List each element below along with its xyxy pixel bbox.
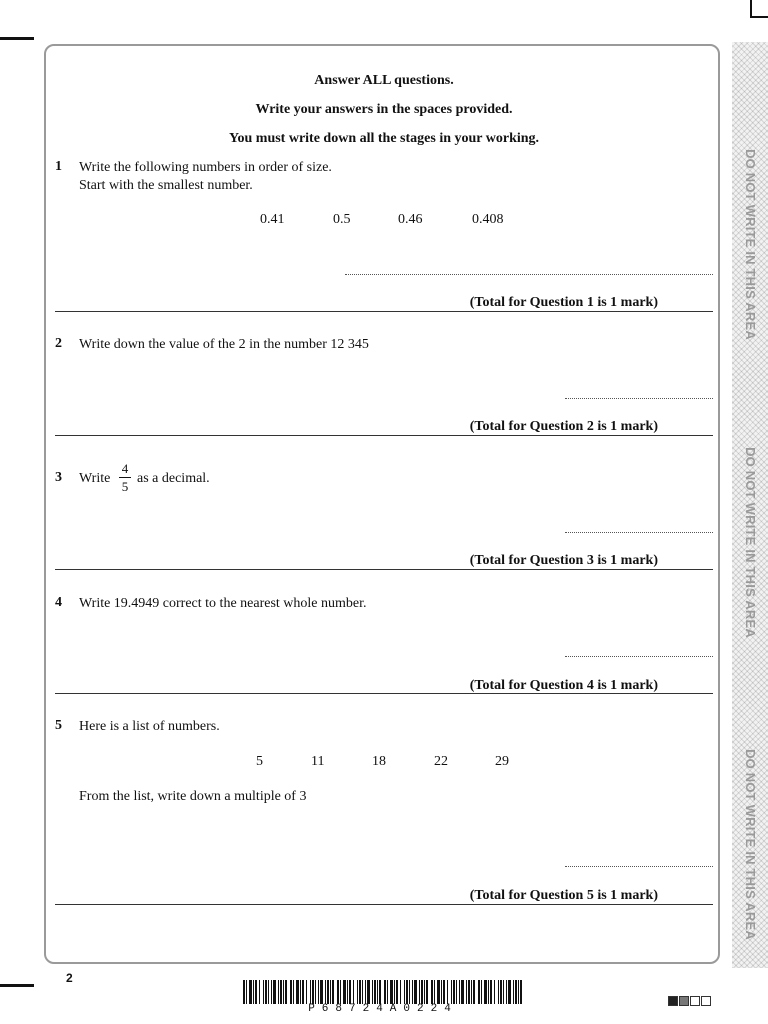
question-4-total: (Total for Question 4 is 1 mark) xyxy=(469,678,658,693)
question-2-text: Write down the value of the 2 in the number 12 345 xyxy=(79,337,369,352)
question-1-answer-line[interactable] xyxy=(345,274,713,275)
question-2-total: (Total for Question 2 is 1 mark) xyxy=(469,419,658,434)
question-3-text-after: as a decimal. xyxy=(137,471,210,486)
question-5-number-item: 22 xyxy=(434,754,448,769)
question-5-number-item: 18 xyxy=(372,754,386,769)
question-4-number: 4 xyxy=(55,595,62,610)
side-label-middle: DO NOT WRITE IN THIS AREA xyxy=(742,446,758,638)
barcode xyxy=(243,980,523,1004)
crop-mark-top-left xyxy=(0,37,34,40)
question-3-total: (Total for Question 3 is 1 mark) xyxy=(469,553,658,568)
indicator-box xyxy=(690,996,700,1006)
question-5-number-item: 11 xyxy=(311,754,325,769)
page-indicator-boxes xyxy=(668,996,711,1006)
question-5-answer-line[interactable] xyxy=(565,866,713,867)
question-5-number-item: 5 xyxy=(256,754,263,769)
question-1-number-item: 0.408 xyxy=(472,212,504,227)
crop-mark-top-right-horizontal xyxy=(750,16,768,18)
question-4-divider xyxy=(55,693,713,694)
question-5-instruction: From the list, write down a multiple of 3 xyxy=(79,789,307,804)
question-4-answer-line[interactable] xyxy=(565,656,713,657)
barcode-text: P68724A0224 xyxy=(308,1003,458,1015)
question-1-total: (Total for Question 1 is 1 mark) xyxy=(469,295,658,310)
fraction-denominator: 5 xyxy=(121,479,129,494)
question-5-total: (Total for Question 5 is 1 mark) xyxy=(469,888,658,903)
question-5-number: 5 xyxy=(55,718,62,733)
question-4-text: Write 19.4949 correct to the nearest whole number. xyxy=(79,596,367,611)
question-3-divider xyxy=(55,569,713,570)
question-1-number-item: 0.41 xyxy=(260,212,285,227)
question-2-divider xyxy=(55,435,713,436)
question-5-divider xyxy=(55,904,713,905)
do-not-write-strip xyxy=(732,42,768,968)
side-label-bottom: DO NOT WRITE IN THIS AREA xyxy=(742,748,758,940)
question-1-number-item: 0.5 xyxy=(333,212,351,227)
question-1-text-line1: Write the following numbers in order of size. xyxy=(79,160,332,175)
side-label-top: DO NOT WRITE IN THIS AREA xyxy=(742,148,758,340)
fraction-bar xyxy=(119,477,131,478)
question-5-text: Here is a list of numbers. xyxy=(79,719,220,734)
indicator-box xyxy=(701,996,711,1006)
instruction-working: You must write down all the stages in your working. xyxy=(228,131,540,146)
question-3-number: 3 xyxy=(55,470,62,485)
instruction-answer-all: Answer ALL questions. xyxy=(314,73,454,88)
question-1-divider xyxy=(55,311,713,312)
question-3-fraction xyxy=(119,461,131,494)
question-3-answer-line[interactable] xyxy=(565,532,713,533)
fraction-numerator: 4 xyxy=(121,461,129,476)
question-1-number: 1 xyxy=(55,159,62,174)
question-3-text-before: Write xyxy=(79,471,111,486)
indicator-box xyxy=(668,996,678,1006)
indicator-box xyxy=(679,996,689,1006)
page-number: 2 xyxy=(66,971,73,985)
question-5-number-item: 29 xyxy=(495,754,509,769)
instruction-spaces: Write your answers in the spaces provided. xyxy=(255,102,513,117)
question-1-text-line2: Start with the smallest number. xyxy=(79,178,253,193)
crop-mark-bottom-left xyxy=(0,984,34,987)
question-2-answer-line[interactable] xyxy=(565,398,713,399)
question-1-number-item: 0.46 xyxy=(398,212,423,227)
question-2-number: 2 xyxy=(55,336,62,351)
